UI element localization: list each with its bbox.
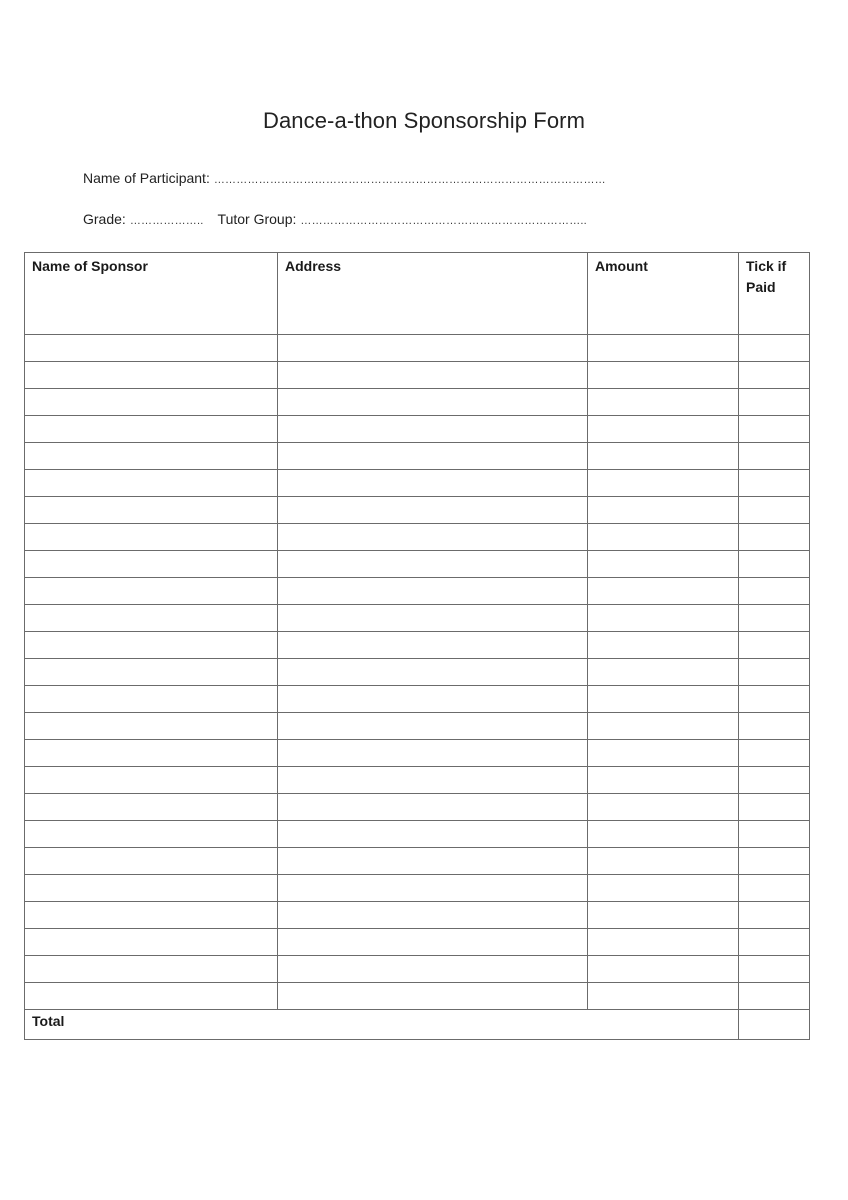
table-row — [25, 983, 810, 1010]
tick-paid-cell[interactable] — [739, 443, 810, 470]
table-row — [25, 713, 810, 740]
address-cell[interactable] — [278, 848, 588, 875]
address-cell[interactable] — [278, 686, 588, 713]
amount-cell[interactable] — [588, 740, 739, 767]
table-row — [25, 740, 810, 767]
amount-cell[interactable] — [588, 524, 739, 551]
amount-cell[interactable] — [588, 983, 739, 1010]
table-row — [25, 470, 810, 497]
tick-paid-cell[interactable] — [739, 605, 810, 632]
sponsor-name-cell[interactable] — [25, 632, 278, 659]
grade-tutor-field — [83, 211, 587, 227]
amount-cell[interactable] — [588, 794, 739, 821]
address-cell[interactable] — [278, 956, 588, 983]
header-tick-if-paid: Tick if Paid — [739, 253, 810, 335]
address-cell[interactable] — [278, 929, 588, 956]
tick-paid-cell[interactable] — [739, 524, 810, 551]
tick-paid-cell[interactable] — [739, 362, 810, 389]
amount-cell[interactable] — [588, 497, 739, 524]
address-cell[interactable] — [278, 470, 588, 497]
tick-paid-cell[interactable] — [739, 632, 810, 659]
tick-paid-cell[interactable] — [739, 713, 810, 740]
tick-paid-cell[interactable] — [739, 389, 810, 416]
amount-cell[interactable] — [588, 713, 739, 740]
amount-cell[interactable] — [588, 470, 739, 497]
sponsor-name-cell[interactable] — [25, 524, 278, 551]
address-cell[interactable] — [278, 524, 588, 551]
table-row — [25, 875, 810, 902]
address-cell[interactable] — [278, 767, 588, 794]
tutor-group-label: Tutor Group: — [217, 211, 297, 227]
amount-cell[interactable] — [588, 875, 739, 902]
tick-paid-cell[interactable] — [739, 659, 810, 686]
sponsor-name-cell[interactable] — [25, 551, 278, 578]
sponsor-name-cell[interactable] — [25, 416, 278, 443]
sponsor-table-body — [25, 335, 810, 1010]
table-row — [25, 605, 810, 632]
tick-paid-cell[interactable] — [739, 551, 810, 578]
amount-cell[interactable] — [588, 767, 739, 794]
form-title: Dance-a-thon Sponsorship Form — [262, 108, 586, 133]
tick-paid-cell[interactable] — [739, 740, 810, 767]
grade-input-line[interactable]: ……………….. — [129, 215, 204, 227]
amount-cell[interactable] — [588, 416, 739, 443]
address-cell[interactable] — [278, 740, 588, 767]
address-cell[interactable] — [278, 902, 588, 929]
sponsor-table — [24, 252, 810, 1040]
sponsor-name-cell[interactable] — [25, 956, 278, 983]
tick-paid-cell[interactable] — [739, 335, 810, 362]
table-row — [25, 551, 810, 578]
table-row — [25, 578, 810, 605]
table-row — [25, 956, 810, 983]
table-row — [25, 524, 810, 551]
address-cell[interactable] — [278, 713, 588, 740]
table-row — [25, 821, 810, 848]
address-cell[interactable] — [278, 416, 588, 443]
tick-paid-cell[interactable] — [739, 983, 810, 1010]
amount-cell[interactable] — [588, 956, 739, 983]
amount-cell[interactable] — [588, 902, 739, 929]
amount-cell[interactable] — [588, 551, 739, 578]
address-cell[interactable] — [278, 875, 588, 902]
sponsor-name-cell[interactable] — [25, 983, 278, 1010]
amount-cell[interactable] — [588, 659, 739, 686]
amount-cell[interactable] — [588, 443, 739, 470]
amount-cell[interactable] — [588, 929, 739, 956]
table-row — [25, 767, 810, 794]
amount-cell[interactable] — [588, 821, 739, 848]
table-row — [25, 794, 810, 821]
tick-paid-cell[interactable] — [739, 956, 810, 983]
address-cell[interactable] — [278, 389, 588, 416]
sponsor-name-cell[interactable] — [25, 605, 278, 632]
table-header-row — [25, 253, 810, 335]
sponsor-name-cell[interactable] — [25, 578, 278, 605]
grade-label: Grade: — [83, 211, 126, 227]
address-cell[interactable] — [278, 983, 588, 1010]
address-cell[interactable] — [278, 362, 588, 389]
address-cell[interactable] — [278, 659, 588, 686]
table-row — [25, 389, 810, 416]
sponsor-name-cell[interactable] — [25, 929, 278, 956]
table-row — [25, 335, 810, 362]
sponsor-name-cell[interactable] — [25, 389, 278, 416]
total-tick-cell[interactable] — [739, 1010, 810, 1040]
participant-input-line[interactable]: …………………………………………………………………………………………… — [213, 174, 606, 186]
address-cell[interactable] — [278, 335, 588, 362]
tick-paid-cell[interactable] — [739, 767, 810, 794]
total-row — [25, 1010, 810, 1040]
address-cell[interactable] — [278, 443, 588, 470]
tick-paid-cell[interactable] — [739, 497, 810, 524]
address-cell[interactable] — [278, 632, 588, 659]
header-address: Address — [278, 253, 588, 335]
sponsor-name-cell[interactable] — [25, 902, 278, 929]
table-row — [25, 902, 810, 929]
address-cell[interactable] — [278, 578, 588, 605]
sponsor-name-cell[interactable] — [25, 470, 278, 497]
header-name-of-sponsor: Name of Sponsor — [25, 253, 278, 335]
table-row — [25, 848, 810, 875]
header-amount: Amount — [588, 253, 739, 335]
tick-paid-cell[interactable] — [739, 875, 810, 902]
table-row — [25, 929, 810, 956]
address-cell[interactable] — [278, 794, 588, 821]
tick-paid-cell[interactable] — [739, 686, 810, 713]
amount-cell[interactable] — [588, 578, 739, 605]
sponsor-name-cell[interactable] — [25, 821, 278, 848]
sponsor-name-cell[interactable] — [25, 686, 278, 713]
amount-cell[interactable] — [588, 389, 739, 416]
tick-paid-cell[interactable] — [739, 470, 810, 497]
sponsor-name-cell[interactable] — [25, 740, 278, 767]
sponsor-name-cell[interactable] — [25, 362, 278, 389]
address-cell[interactable] — [278, 551, 588, 578]
tick-paid-cell[interactable] — [739, 416, 810, 443]
address-cell[interactable] — [278, 497, 588, 524]
sponsor-name-cell[interactable] — [25, 713, 278, 740]
amount-cell[interactable] — [588, 335, 739, 362]
table-row — [25, 632, 810, 659]
sponsor-name-cell[interactable] — [25, 875, 278, 902]
participant-label: Name of Participant: — [83, 170, 210, 186]
amount-cell[interactable] — [588, 848, 739, 875]
table-row — [25, 659, 810, 686]
table-row — [25, 443, 810, 470]
address-cell[interactable] — [278, 605, 588, 632]
amount-cell[interactable] — [588, 605, 739, 632]
participant-field — [83, 170, 606, 186]
table-row — [25, 497, 810, 524]
amount-cell[interactable] — [588, 362, 739, 389]
table-row — [25, 416, 810, 443]
tick-paid-cell[interactable] — [739, 821, 810, 848]
sponsor-name-cell[interactable] — [25, 767, 278, 794]
table-row — [25, 686, 810, 713]
amount-cell[interactable] — [588, 686, 739, 713]
tick-paid-cell[interactable] — [739, 929, 810, 956]
tick-paid-cell[interactable] — [739, 578, 810, 605]
amount-cell[interactable] — [588, 632, 739, 659]
table-row — [25, 362, 810, 389]
tick-paid-cell[interactable] — [739, 794, 810, 821]
sponsor-name-cell[interactable] — [25, 335, 278, 362]
sponsor-name-cell[interactable] — [25, 497, 278, 524]
tutor-group-input-line[interactable]: ………………………………………………………………….. — [300, 215, 587, 227]
sponsor-name-cell[interactable] — [25, 443, 278, 470]
address-cell[interactable] — [278, 821, 588, 848]
total-label: Total — [25, 1010, 739, 1040]
tick-paid-cell[interactable] — [739, 848, 810, 875]
tick-paid-cell[interactable] — [739, 902, 810, 929]
sponsor-name-cell[interactable] — [25, 794, 278, 821]
sponsor-name-cell[interactable] — [25, 659, 278, 686]
sponsor-name-cell[interactable] — [25, 848, 278, 875]
